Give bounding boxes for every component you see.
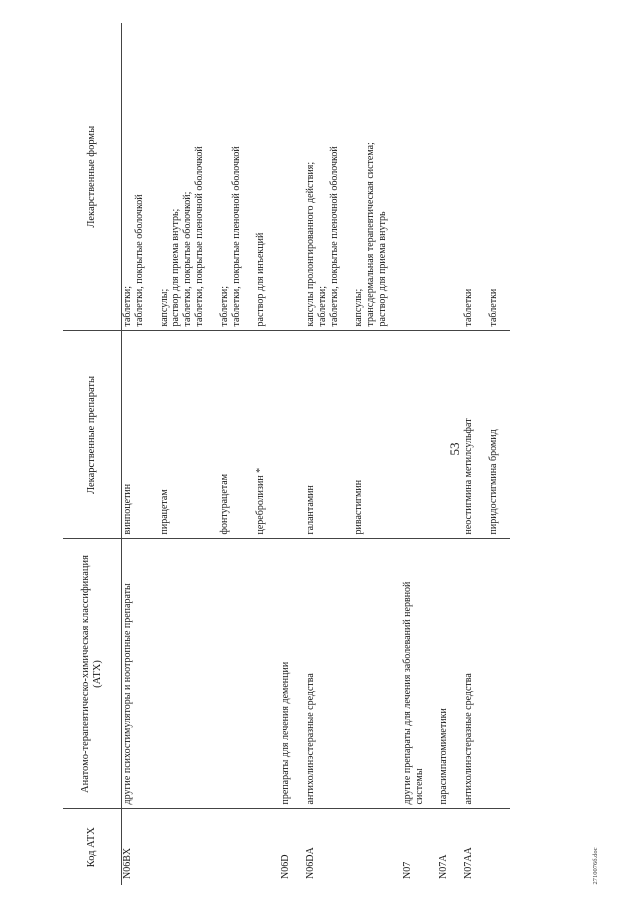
table-row: [255, 23, 267, 885]
dosage-form: таблетки;: [316, 285, 328, 327]
forms-cell: [122, 23, 146, 331]
header-drugs: Лекарственные препараты: [63, 331, 122, 539]
classification-cell: [255, 539, 267, 809]
row-spacer: [242, 23, 255, 885]
spacer-cell: [146, 539, 159, 809]
spacer-cell: [425, 539, 438, 809]
dosage-form: таблетки;: [122, 285, 133, 327]
spacer-cell: [450, 331, 463, 539]
spacer-cell: [450, 23, 463, 331]
code-cell: N06D: [280, 854, 292, 879]
table-row: [122, 23, 146, 885]
table-row: [438, 23, 450, 885]
spacer-cell: [425, 809, 438, 885]
spacer-cell: [242, 331, 255, 539]
spacer-cell: [292, 809, 305, 885]
drug-cell: неостигмина метилсульфат: [463, 331, 475, 539]
spacer-cell: [389, 23, 402, 331]
spacer-cell: [242, 539, 255, 809]
dosage-form: капсулы;: [158, 288, 170, 327]
forms-cell: [402, 23, 426, 331]
dosage-form: таблетки, покрытые оболочкой: [133, 194, 145, 327]
classification-cell: парасимпатомиметики: [438, 539, 450, 809]
spacer-cell: [475, 23, 488, 331]
table-row: [402, 23, 426, 885]
code-cell: [255, 809, 267, 885]
spacer-cell: [146, 331, 159, 539]
spacer-cell: [425, 23, 438, 331]
dosage-form: раствор для приема внутрь;: [170, 208, 182, 327]
code-cell: [488, 809, 500, 885]
dosage-form: таблетки: [487, 288, 499, 327]
row-spacer: [450, 23, 463, 885]
classification-cell: [159, 539, 206, 809]
header-classification: Анатомо-терапевтическо-химическая классификация (АТХ): [63, 539, 122, 809]
drug-classification-table: [63, 23, 510, 885]
row-spacer: [425, 23, 438, 885]
dosage-form: капсулы;: [353, 288, 365, 327]
spacer-cell: [500, 809, 510, 885]
drug-cell: пирацетам: [159, 331, 206, 539]
spacer-cell: [475, 809, 488, 885]
forms-cell: [353, 23, 388, 331]
code-cell: [353, 809, 388, 885]
drug-cell: галантамин: [305, 331, 340, 539]
document-id: 2710076б.doc: [592, 847, 599, 885]
spacer-cell: [500, 539, 510, 809]
forms-cell: [305, 23, 340, 331]
table-row: [305, 23, 340, 885]
code-cell: N07A: [438, 854, 450, 879]
dosage-form: таблетки, покрытые оболочкой;: [182, 191, 194, 327]
spacer-cell: [206, 23, 219, 331]
table-row: [353, 23, 388, 885]
drug-cell: [438, 331, 450, 539]
spacer-cell: [292, 23, 305, 331]
spacer-cell: [292, 539, 305, 809]
spacer-cell: [146, 809, 159, 885]
code-cell: N06DA: [304, 847, 316, 879]
spacer-cell: [267, 23, 280, 331]
drug-cell: [280, 331, 292, 539]
forms-cell: [463, 23, 475, 331]
spacer-cell: [206, 809, 219, 885]
classification-cell: другие препараты для лечения заболеваний нервной системы: [402, 539, 426, 809]
dosage-form: таблетки;: [218, 285, 230, 327]
row-spacer: [146, 23, 159, 885]
spacer-cell: [340, 331, 353, 539]
spacer-cell: [340, 809, 353, 885]
dosage-form: таблетки: [463, 288, 475, 327]
spacer-cell: [242, 809, 255, 885]
forms-cell: [159, 23, 206, 331]
drug-cell: фонтурацетам: [219, 331, 243, 539]
classification-cell: [219, 539, 243, 809]
code-cell: [219, 809, 243, 885]
code-cell: N07: [401, 861, 413, 879]
drug-cell: пиридостигмина бромид: [488, 331, 500, 539]
row-spacer: [340, 23, 353, 885]
forms-cell: [488, 23, 500, 331]
row-spacer: [292, 23, 305, 885]
dosage-form: трансдермальная терапевтическая система;: [365, 142, 377, 327]
dosage-form: раствор для инъекций: [255, 232, 267, 327]
table-row: [463, 23, 475, 885]
spacer-cell: [475, 331, 488, 539]
spacer-cell: [425, 331, 438, 539]
spacer-cell: [450, 539, 463, 809]
drug-cell: ривастигмин: [353, 331, 388, 539]
dosage-form: таблетки, покрытые пленочной оболочкой: [230, 146, 242, 327]
table-header-row: [63, 23, 122, 885]
row-spacer: [475, 23, 488, 885]
spacer-cell: [450, 809, 463, 885]
spacer-cell: [267, 331, 280, 539]
spacer-cell: [340, 539, 353, 809]
spacer-cell: [206, 539, 219, 809]
classification-cell: препараты для лечения деменции: [280, 539, 292, 809]
spacer-cell: [500, 331, 510, 539]
spacer-cell: [389, 809, 402, 885]
dosage-form: таблетки, покрытые пленочной оболочкой: [193, 146, 205, 327]
classification-cell: [488, 539, 500, 809]
dosage-form: раствор для приема внутрь: [376, 211, 388, 327]
dosage-form: капсулы пролонгированного действия;: [304, 161, 316, 327]
header-forms: Лекарственные формы: [63, 23, 122, 331]
drug-cell: винпоцетин: [122, 331, 146, 539]
forms-cell: [280, 23, 292, 331]
classification-cell: другие психостимуляторы и ноотропные препараты: [122, 539, 146, 809]
classification-cell: [353, 539, 388, 809]
table-row: [488, 23, 500, 885]
rotated-table-container: [63, 23, 577, 885]
code-cell: N06BX: [122, 847, 133, 879]
forms-cell: [219, 23, 243, 331]
dosage-form: таблетки, покрытые пленочной оболочкой: [328, 146, 340, 327]
table-body: [122, 23, 510, 885]
classification-cell: антихолинэстеразные средства: [305, 539, 340, 809]
row-spacer: [206, 23, 219, 885]
header-code: Код АТХ: [63, 809, 122, 885]
table-row: [280, 23, 292, 885]
table-row: [159, 23, 206, 885]
row-spacer: [500, 23, 510, 885]
row-spacer: [389, 23, 402, 885]
spacer-cell: [500, 23, 510, 331]
spacer-cell: [206, 331, 219, 539]
code-cell: [159, 809, 206, 885]
forms-cell: [438, 23, 450, 331]
code-cell: N07AA: [463, 847, 475, 879]
drug-cell: [402, 331, 426, 539]
spacer-cell: [389, 539, 402, 809]
spacer-cell: [389, 331, 402, 539]
spacer-cell: [242, 23, 255, 331]
spacer-cell: [340, 23, 353, 331]
spacer-cell: [146, 23, 159, 331]
page-number: 53: [447, 442, 462, 456]
spacer-cell: [267, 539, 280, 809]
forms-cell: [255, 23, 267, 331]
row-spacer: [267, 23, 280, 885]
drug-cell: церебролизин *: [255, 331, 267, 539]
spacer-cell: [292, 331, 305, 539]
spacer-cell: [267, 809, 280, 885]
spacer-cell: [475, 539, 488, 809]
classification-cell: антихолинэстеразные средства: [463, 539, 475, 809]
table-row: [219, 23, 243, 885]
